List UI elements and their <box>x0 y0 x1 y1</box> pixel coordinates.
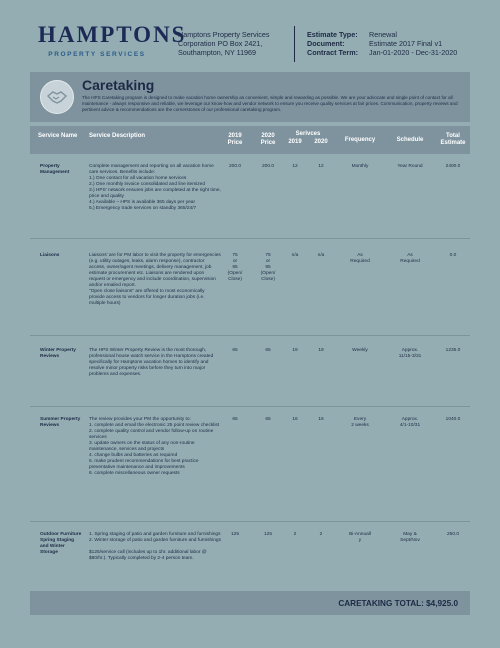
header-service-name: Service Name <box>38 133 78 139</box>
total-estimate: 2400.0 <box>445 164 461 169</box>
estimate-value: Estimate 2017 Final v1 <box>369 39 443 48</box>
services-2019: 19 <box>292 348 298 353</box>
total-estimate: 0.0 <box>449 253 457 258</box>
schedule: Year Round <box>397 164 423 169</box>
table-row <box>30 522 470 594</box>
services-2020: 2 <box>319 532 323 537</box>
header-services-2019: 2019 <box>288 139 302 145</box>
contract-term-row <box>307 48 457 57</box>
handshake-icon <box>40 80 74 114</box>
table-row <box>30 239 470 336</box>
estimate-type-row <box>307 30 457 39</box>
table-row <box>30 407 470 522</box>
header-2019-price: 2019 Price <box>227 133 243 146</box>
section-title: Caretaking <box>82 77 155 93</box>
header-service-description: Service Description <box>89 133 146 139</box>
services-2020: 19 <box>318 348 324 353</box>
table-header <box>30 126 470 154</box>
frequency: Monthly <box>351 164 369 169</box>
price-2020: 125 <box>263 532 272 537</box>
service-name: Summer Property Reviews <box>40 417 81 428</box>
service-name: Property Management <box>40 164 70 175</box>
price-2019: 125 <box>230 532 239 537</box>
section-description: The HPS Caretaking program is designed to make vacation home ownership as convenient, simple and rewarding as possible. We are your advocate and single point of contact for all maintenance - always responsive and reliable, we leverage our know-how and vendor network to ensure you receive quality services at fair prices. Communication, property reviews and pertinent advice & recommendations are the cornerstones of our professional caretaking program. <box>82 95 458 112</box>
service-description: 1. Spring staging of patio and garden furniture and furnishings 2. Winter storage of patio and garden furniture and furnishings $125/service call (includes up to 1hr. additional labor @ $80/hr.). Typically completed by 2-4 person team. <box>89 532 221 561</box>
price-2019: 75 or 95 (Open/ Close) <box>227 253 243 282</box>
service-description: Complete management and reporting on all vacation home care services. Benefits include: 1.) One contact for all vacation home services 2.) One monthly invoice consolidated and line itemized 3.) HPS' network ensures jobs are completed at the right time, price and quality 4.) Available – HPS is available 365 days per year 5.) Emergency trade services on standby 365/24/7 <box>89 164 221 211</box>
service-name: Liaisons <box>40 253 60 258</box>
company-line: Hamptons Property Services <box>178 30 270 39</box>
header-total-estimate: Total Estimate <box>440 133 466 146</box>
schedule: As Required <box>400 253 420 264</box>
price-2020: 75 or 95 (Open/ Close) <box>260 253 276 282</box>
company-line: Corporation PO Box 2421, <box>178 39 263 48</box>
service-description: The review provides your PM the opportunity to: 1. complete and email the electronic 25 point review checklist 2. complete quality control and vendor follow-up on routine services 3. update owners on the status of any non-routine maintenance, services and projects 4. change bulbs and batteries as required 5. make prudent recommendations for best practice preventative maintenance and improvements 6. complete miscellaneous owner requests <box>89 417 220 476</box>
frequency: As Required <box>350 253 370 264</box>
logo-wordmark: HAMPTONS <box>38 22 187 47</box>
estimate-label: Contract Term: <box>307 48 358 57</box>
service-description: The HPS Winter Property Review is the most thorough, professional house watch service in the Hamptons created specifically for Hamptons vacation homes to identify and resolve minor property risks before they turn into major problems and expenses. <box>89 348 214 377</box>
price-2020: 65 <box>265 417 271 422</box>
header-services-2020: 2020 <box>314 139 328 145</box>
services-2020: 16 <box>318 417 324 422</box>
company-line: Southampton, NY 11969 <box>178 48 257 57</box>
services-2019: 2 <box>293 532 297 537</box>
services-2019: 16 <box>292 417 298 422</box>
price-2020: 200.0 <box>261 164 274 169</box>
total-estimate: 1040.0 <box>445 417 461 422</box>
caretaking-banner <box>30 72 470 122</box>
service-description: Liaisons' are for PM labor to visit the property for emergencies (e.g. utility outages, leaks, alarm response), contractor access, owner/agent meetings, delivery management, job estimate procurement etc. Liaisons are rendered upon request or emergency and include coordination, supervision and/or emailed report. "Open close liaisons" are offered to most economically provide access to vendors for longer duration jobs (i.e. multiple hours) <box>89 253 221 306</box>
estimate-info <box>307 30 457 57</box>
total-estimate: 250.0 <box>446 532 459 537</box>
price-2020: 65 <box>265 348 271 353</box>
header-frequency: Frequency <box>344 137 376 143</box>
price-2019: 65 <box>232 417 238 422</box>
services-2020: 12 <box>318 164 324 169</box>
service-name: Winter Property Reviews <box>40 348 76 359</box>
company-address <box>178 30 269 57</box>
estimate-label: Document: <box>307 39 345 48</box>
price-2019: 65 <box>232 348 238 353</box>
services-table <box>30 126 470 594</box>
services-2019: n/a <box>291 253 299 258</box>
schedule: Approx. 4/1-10/31 <box>399 417 421 428</box>
header-schedule: Schedule <box>396 137 424 143</box>
schedule: Approx. 11/15-3/31 <box>398 348 422 359</box>
table-row <box>30 154 470 239</box>
estimate-label: Estimate Type: <box>307 30 358 39</box>
header-services: Serivces <box>295 131 321 137</box>
document-row <box>307 39 457 48</box>
document-header <box>0 0 500 62</box>
caretaking-total: CARETAKING TOTAL: $4,925.0 <box>338 599 458 608</box>
frequency: Every 2 weeks <box>351 417 369 428</box>
services-2020: n/a <box>317 253 325 258</box>
services-2019: 12 <box>292 164 298 169</box>
frequency: Weekly <box>352 348 368 353</box>
total-estimate: 1235.0 <box>445 348 461 353</box>
caretaking-total-bar <box>30 591 470 615</box>
header-2020-price: 2020 Price <box>260 133 276 146</box>
price-2019: 200.0 <box>228 164 241 169</box>
logo-subtitle: PROPERTY SERVICES <box>48 51 146 58</box>
frequency: Bi-Annuall y <box>349 532 371 543</box>
hamptons-logo <box>38 22 187 58</box>
table-row <box>30 336 470 407</box>
estimate-value: Renewal <box>369 30 397 39</box>
service-name: Outdoor Furniture Spring Staging and Winter Storage <box>40 532 82 555</box>
estimate-value: Jan-01-2020 - Dec-31-2020 <box>369 48 458 57</box>
schedule: May & Sept/Nov <box>400 532 420 543</box>
header-divider <box>294 26 295 62</box>
